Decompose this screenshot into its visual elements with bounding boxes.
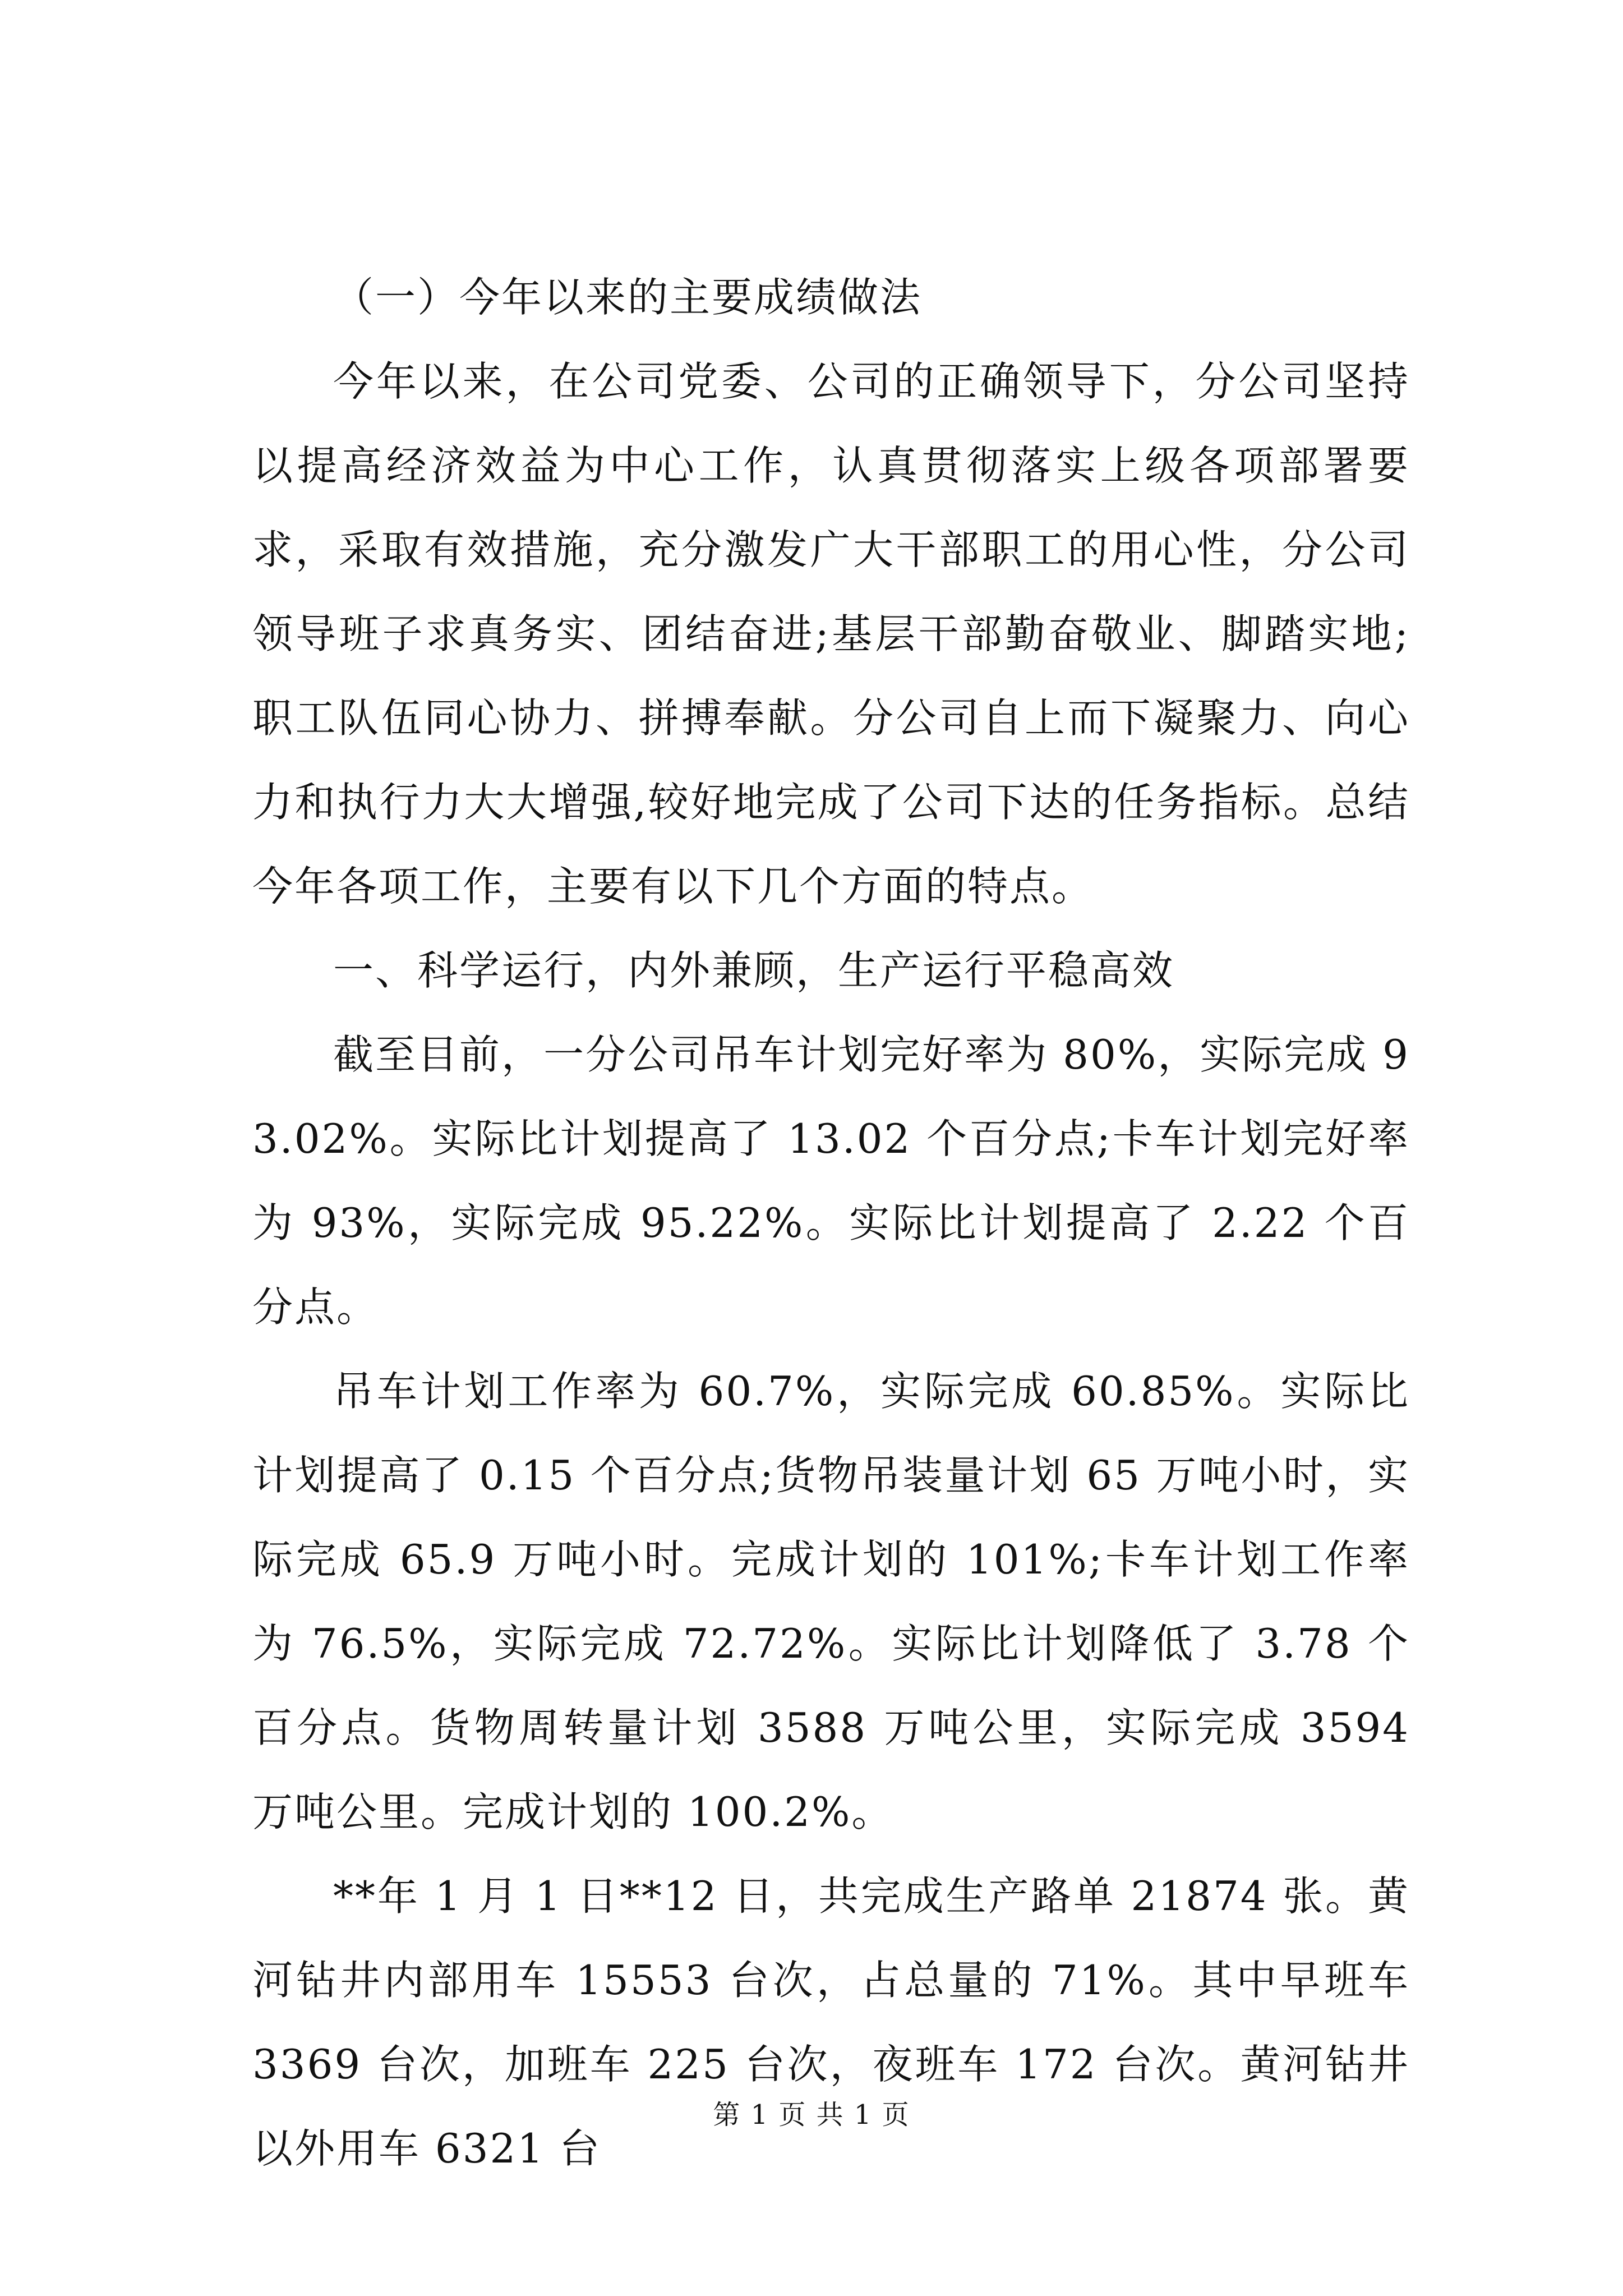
paragraph-work-rates: 吊车计划工作率为 60.7%，实际完成 60.85%。实际比计划提高了 0.15 个百分点;货物吊装量计划 65 万吨小时，实际完成 65.9 万吨小时。完成计划的 101%;卡车计划工作率为 76.5%，实际完成 72.72%。实际比计划降低了 3.78 个百分点。货物周转量计划 3588 万吨公里，实际完成 3594 万吨公里。完成计划的 100.2%。 [252, 1368, 1410, 1835]
document-body [252, 255, 1410, 2191]
paragraph-intro: 今年以来，在公司党委、公司的正确领导下，分公司坚持以提高经济效益为中心工作，认真贯彻落实上级各项部署要求，采取有效措施，充分激发广大干部职工的用心性，分公司领导班子求真务实、团结奋进;基层干部勤奋敬业、脚踏实地;职工队伍同心协力、拼搏奉献。分公司自上而下凝聚力、向心力和执行力大大增强,较好地完成了公司下达的任务指标。总结今年各项工作，主要有以下几个方面的特点。 [252, 358, 1410, 910]
paragraph-route-sheets: **年 1 月 1 日**12 日，共完成生产路单 21874 张。黄河钻井内部用车 15553 台次，占总量的 71%。其中早班车 3369 台次，加班车 225 台次，夜班车 172 台次。黄河钻井以外用车 6321 台 [252, 1872, 1410, 2172]
paragraph-subheading: 一、科学运行，内外兼顾，生产运行平稳高效 [333, 947, 1175, 994]
page-footer: 第 1 页 共 1 页 [713, 2099, 910, 2131]
section-heading: （一）今年以来的主要成绩做法 [333, 274, 923, 321]
paragraph-crane-truck-rates: 截至目前，一分公司吊车计划完好率为 80%，实际完成 93.02%。实际比计划提高了 13.02 个百分点;卡车计划完好率为 93%，实际完成 95.22%。实际比计划提高了 2.22 个百分点。 [252, 1031, 1410, 1331]
